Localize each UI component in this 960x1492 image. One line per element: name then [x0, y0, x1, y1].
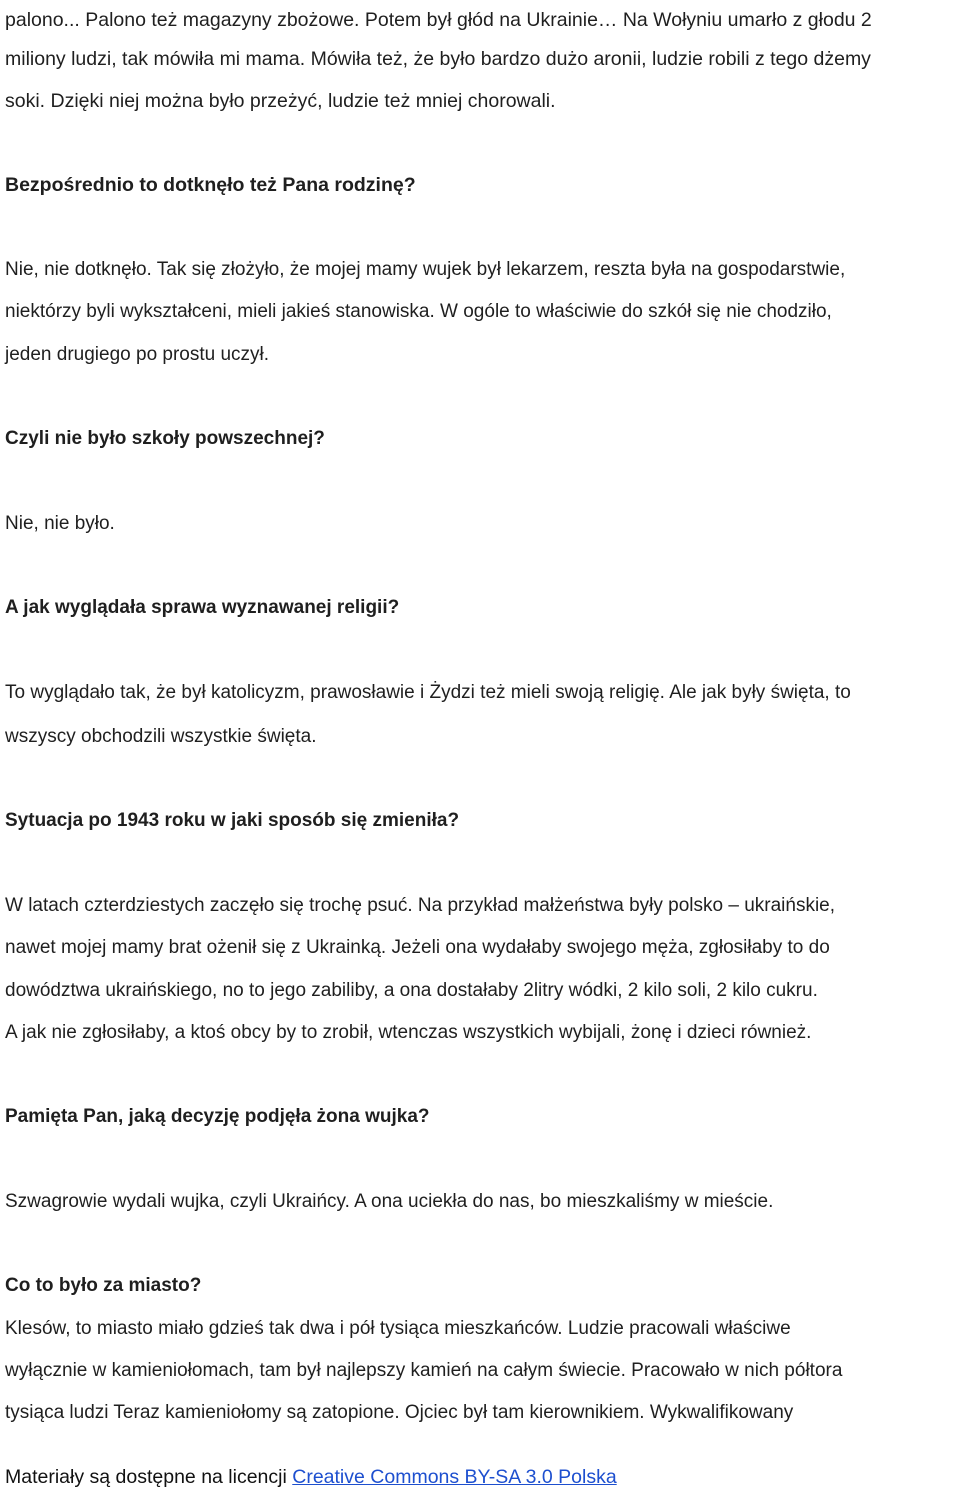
paragraph-line: soki. Dzięki niej można było przeżyć, ludzie też mniej chorowali.: [5, 90, 556, 112]
paragraph-line: niektórzy byli wykształceni, mieli jakieś stanowiska. W ogóle to właściwie do szkół się nie chodziło,: [5, 301, 832, 322]
paragraph-line: Szwagrowie wydali wujka, czyli Ukraińcy. A ona uciekła do nas, bo mieszkaliśmy w mieście.: [5, 1191, 774, 1212]
paragraph-line: nawet mojej mamy brat ożenił się z Ukrainką. Jeżeli ona wydałaby swojego męża, zgłosiłaby to do: [5, 937, 830, 958]
license-prefix: Materiały są dostępne na licencji: [5, 1466, 293, 1488]
question-heading: Sytuacja po 1943 roku w jaki sposób się zmieniła?: [5, 810, 460, 831]
question-heading: Co to było za miasto?: [5, 1275, 202, 1296]
license-footer: [5, 1465, 617, 1489]
paragraph-line: dowództwa ukraińskiego, no to jego zabiliby, a ona dostałaby 2litry wódki, 2 kilo soli, 2 kilo cukru.: [5, 980, 818, 1001]
paragraph-line: Klesów, to miasto miało gdzieś tak dwa i pół tysiąca mieszkańców. Ludzie pracowali właściwe: [5, 1318, 791, 1339]
paragraph-line: W latach czterdziestych zaczęło się trochę psuć. Na przykład małżeństwa były polsko – ukraińskie,: [5, 895, 836, 916]
question-heading: Bezpośrednio to dotknęło też Pana rodzinę?: [5, 174, 416, 196]
paragraph-line: Nie, nie dotknęło. Tak się złożyło, że mojej mamy wujek był lekarzem, reszta była na gospodarstwie,: [5, 259, 846, 280]
paragraph-line: palono... Palono też magazyny zbożowe. Potem był głód na Ukrainie… Na Wołyniu umarło z głodu 2: [5, 9, 872, 31]
paragraph-line: Nie, nie było.: [5, 513, 115, 534]
paragraph-line: jeden drugiego po prostu uczył.: [5, 344, 270, 365]
license-link[interactable]: Creative Commons BY-SA 3.0 Polska: [292, 1466, 617, 1488]
question-heading: Czyli nie było szkoły powszechnej?: [5, 428, 325, 449]
paragraph-line: wyłącznie w kamieniołomach, tam był najlepszy kamień na całym świecie. Pracowało w nich półtora: [5, 1360, 843, 1381]
paragraph-line: tysiąca ludzi Teraz kamieniołomy są zatopione. Ojciec był tam kierownikiem. Wykwalifikowany: [5, 1402, 794, 1423]
paragraph-line: A jak nie zgłosiłaby, a ktoś obcy by to zrobił, wtenczas wszystkich wybijali, żonę i dzieci również.: [5, 1022, 812, 1043]
paragraph-line: To wyglądało tak, że był katolicyzm, prawosławie i Żydzi też mieli swoją religię. Ale jak były święta, to: [5, 682, 851, 703]
question-heading: Pamięta Pan, jaką decyzję podjęła żona wujka?: [5, 1106, 430, 1127]
paragraph-line: wszyscy obchodzili wszystkie święta.: [5, 726, 317, 747]
paragraph-line: miliony ludzi, tak mówiła mi mama. Mówiła też, że było bardzo dużo aronii, ludzie robili z tego dżemy: [5, 48, 871, 70]
question-heading: A jak wyglądała sprawa wyznawanej religii?: [5, 597, 400, 618]
